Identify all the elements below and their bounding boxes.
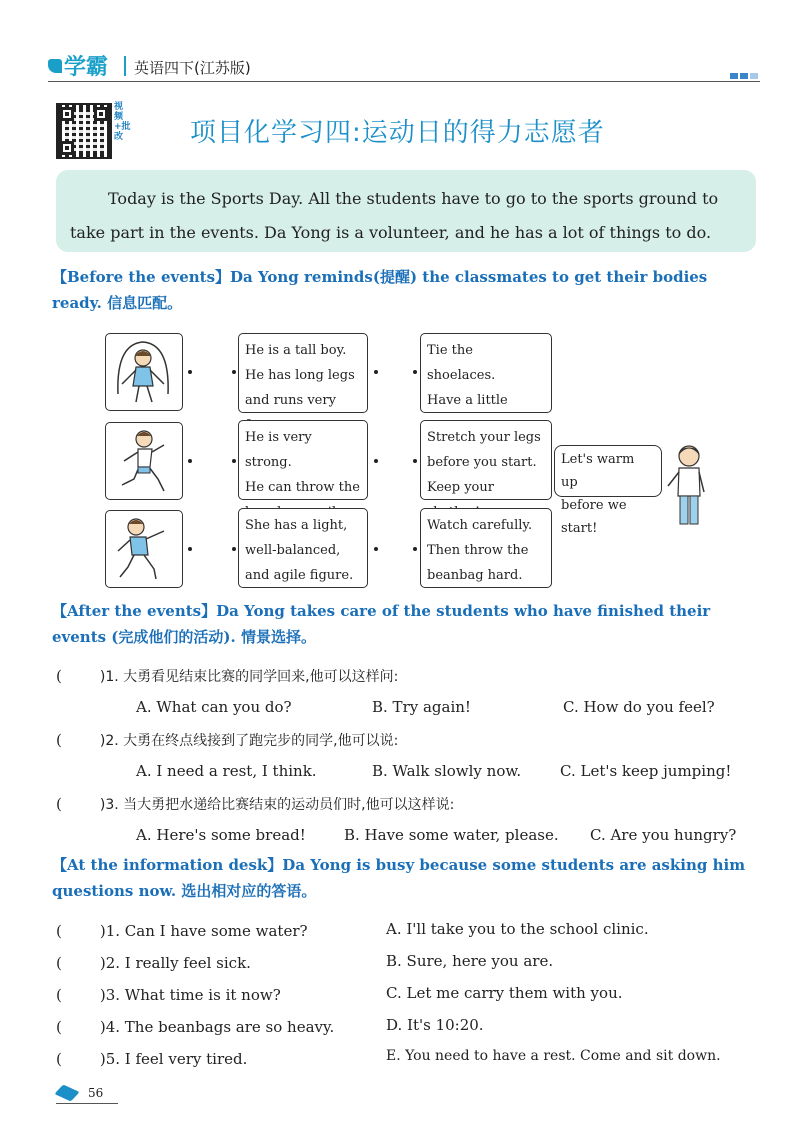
match-dot[interactable] bbox=[413, 370, 417, 374]
section-after-heading: 【After the events】Da Yong takes care of the students who have finished their events (完成他们的活动). 情景选择。 bbox=[52, 602, 711, 646]
match-dot[interactable] bbox=[374, 459, 378, 463]
option-c: C. Are you hungry? bbox=[590, 826, 737, 844]
option-a: A. Here's some bread! bbox=[136, 826, 306, 844]
desk-question-3 bbox=[56, 986, 281, 1004]
description-card-2 bbox=[238, 420, 368, 500]
card-line: beanbag hard. bbox=[427, 568, 523, 583]
match-dot[interactable] bbox=[232, 547, 236, 551]
desk-question-4 bbox=[56, 1018, 334, 1036]
match-dot[interactable] bbox=[188, 547, 192, 551]
picture-runner bbox=[105, 422, 183, 500]
intro-box bbox=[56, 170, 756, 252]
description-card-3 bbox=[238, 508, 368, 588]
card-line: Watch carefully. bbox=[427, 518, 533, 533]
logo-text: 学霸 bbox=[64, 55, 109, 80]
option-c: C. Let's keep jumping! bbox=[560, 762, 732, 780]
jump-rope-girl-icon bbox=[106, 334, 181, 409]
header-rule bbox=[48, 81, 760, 82]
card-line: He can throw the bbox=[245, 480, 360, 495]
option-a: A. I need a rest, I think. bbox=[136, 762, 317, 780]
card-line: He is a tall boy. bbox=[245, 343, 347, 358]
project-title: 项目化学习四:运动日的得力志愿者 bbox=[190, 118, 605, 148]
desk-answer-e: E. You need to have a rest. Come and sit down. bbox=[386, 1048, 721, 1064]
card-line: He is very strong. bbox=[245, 430, 312, 470]
tip-card-3 bbox=[420, 508, 552, 588]
answer-paren[interactable]: ( bbox=[56, 922, 62, 940]
header-divider bbox=[124, 56, 126, 76]
card-line: well-balanced, bbox=[245, 543, 341, 558]
page-header bbox=[48, 50, 760, 84]
card-line: Stretch your legs bbox=[427, 430, 541, 445]
desk-question-1 bbox=[56, 922, 308, 940]
qr-side-label: 视频+批改 bbox=[114, 102, 131, 142]
card-line: Keep your bbox=[427, 480, 494, 495]
book-title: 英语四下(江苏版) bbox=[134, 59, 251, 77]
match-dot[interactable] bbox=[413, 547, 417, 551]
option-b: B. Try again! bbox=[372, 698, 471, 716]
option-c: C. How do you feel? bbox=[563, 698, 715, 716]
card-line: before you start. bbox=[427, 455, 537, 470]
answer-paren[interactable]: ( bbox=[56, 1050, 62, 1068]
logo-icon bbox=[48, 59, 62, 73]
footer-rule bbox=[56, 1103, 118, 1104]
picture-jump-rope bbox=[105, 333, 183, 411]
picture-thrower bbox=[105, 510, 183, 588]
question-text: )3. What time is it now? bbox=[99, 986, 281, 1004]
card-line: He has long legs bbox=[245, 368, 355, 383]
match-dot[interactable] bbox=[232, 370, 236, 374]
bubble-line: before we start! bbox=[561, 498, 627, 536]
option-a: A. What can you do? bbox=[136, 698, 292, 716]
question-text: )2. 大勇在终点线接到了跑完步的同学,他可以说: bbox=[99, 733, 399, 749]
match-dot[interactable] bbox=[232, 459, 236, 463]
brand-logo bbox=[48, 50, 108, 81]
answer-paren[interactable]: ( bbox=[56, 986, 62, 1004]
desk-answer-c: C. Let me carry them with you. bbox=[386, 984, 623, 1002]
question-text: )5. I feel very tired. bbox=[99, 1050, 248, 1068]
card-line: Tie the shoelaces. bbox=[427, 343, 496, 383]
question-text: )2. I really feel sick. bbox=[99, 954, 251, 972]
section-before-heading: 【Before the events】Da Yong reminds(提醒) the classmates to get their bodies ready. 信息匹配。 bbox=[52, 268, 708, 312]
qr-code-icon[interactable] bbox=[56, 103, 112, 159]
question-text: )3. 当大勇把水递给比赛结束的运动员们时,他可以这样说: bbox=[99, 797, 455, 813]
desk-question-5 bbox=[56, 1050, 247, 1068]
page-number: 56 bbox=[88, 1086, 104, 1100]
da-yong-figure-icon bbox=[664, 440, 714, 532]
match-dot[interactable] bbox=[374, 547, 378, 551]
match-dot[interactable] bbox=[413, 459, 417, 463]
section-desk-heading: 【At the information desk】Da Yong is busy because some students are asking him questions now. 选出相对应的答语。 bbox=[52, 856, 746, 900]
speech-bubble bbox=[554, 445, 662, 536]
pencil-icon bbox=[54, 1085, 79, 1102]
answer-paren[interactable]: ( bbox=[56, 954, 62, 972]
option-b: B. Have some water, please. bbox=[344, 826, 559, 844]
question-text: )1. 大勇看见结束比赛的同学回来,他可以这样问: bbox=[99, 669, 399, 685]
running-boy-icon bbox=[106, 423, 181, 498]
question-text: )1. Can I have some water? bbox=[99, 922, 308, 940]
question-row bbox=[56, 794, 454, 814]
option-b: B. Walk slowly now. bbox=[372, 762, 522, 780]
answer-paren[interactable]: ( bbox=[56, 795, 62, 813]
card-line: and runs very bbox=[245, 393, 336, 408]
match-dot[interactable] bbox=[188, 370, 192, 374]
desk-answer-d: D. It's 10:20. bbox=[386, 1016, 484, 1034]
desk-answer-a: A. I'll take you to the school clinic. bbox=[386, 920, 649, 938]
tip-card-1 bbox=[420, 333, 552, 413]
desk-answer-b: B. Sure, here you are. bbox=[386, 952, 554, 970]
desk-question-2 bbox=[56, 954, 251, 972]
question-text: )4. The beanbags are so heavy. bbox=[99, 1018, 335, 1036]
bubble-line: Let's warm up bbox=[561, 452, 635, 490]
answer-paren[interactable]: ( bbox=[56, 731, 62, 749]
question-row bbox=[56, 666, 398, 686]
card-line: She has a light, bbox=[245, 518, 348, 533]
question-row bbox=[56, 730, 398, 750]
throwing-girl-icon bbox=[106, 511, 181, 586]
card-line: and agile figure. bbox=[245, 568, 354, 583]
intro-text: Today is the Sports Day. All the students have to go to the sports ground to take part in the events. Da Yong is a volunteer, and he has a lot of things to do. bbox=[70, 189, 719, 242]
tip-card-2 bbox=[420, 420, 552, 500]
card-line: Have a little bbox=[427, 393, 508, 408]
description-card-1 bbox=[238, 333, 368, 413]
answer-paren[interactable]: ( bbox=[56, 667, 62, 685]
answer-paren[interactable]: ( bbox=[56, 1018, 62, 1036]
match-dot[interactable] bbox=[374, 370, 378, 374]
card-line: Then throw the bbox=[427, 543, 529, 558]
match-dot[interactable] bbox=[188, 459, 192, 463]
